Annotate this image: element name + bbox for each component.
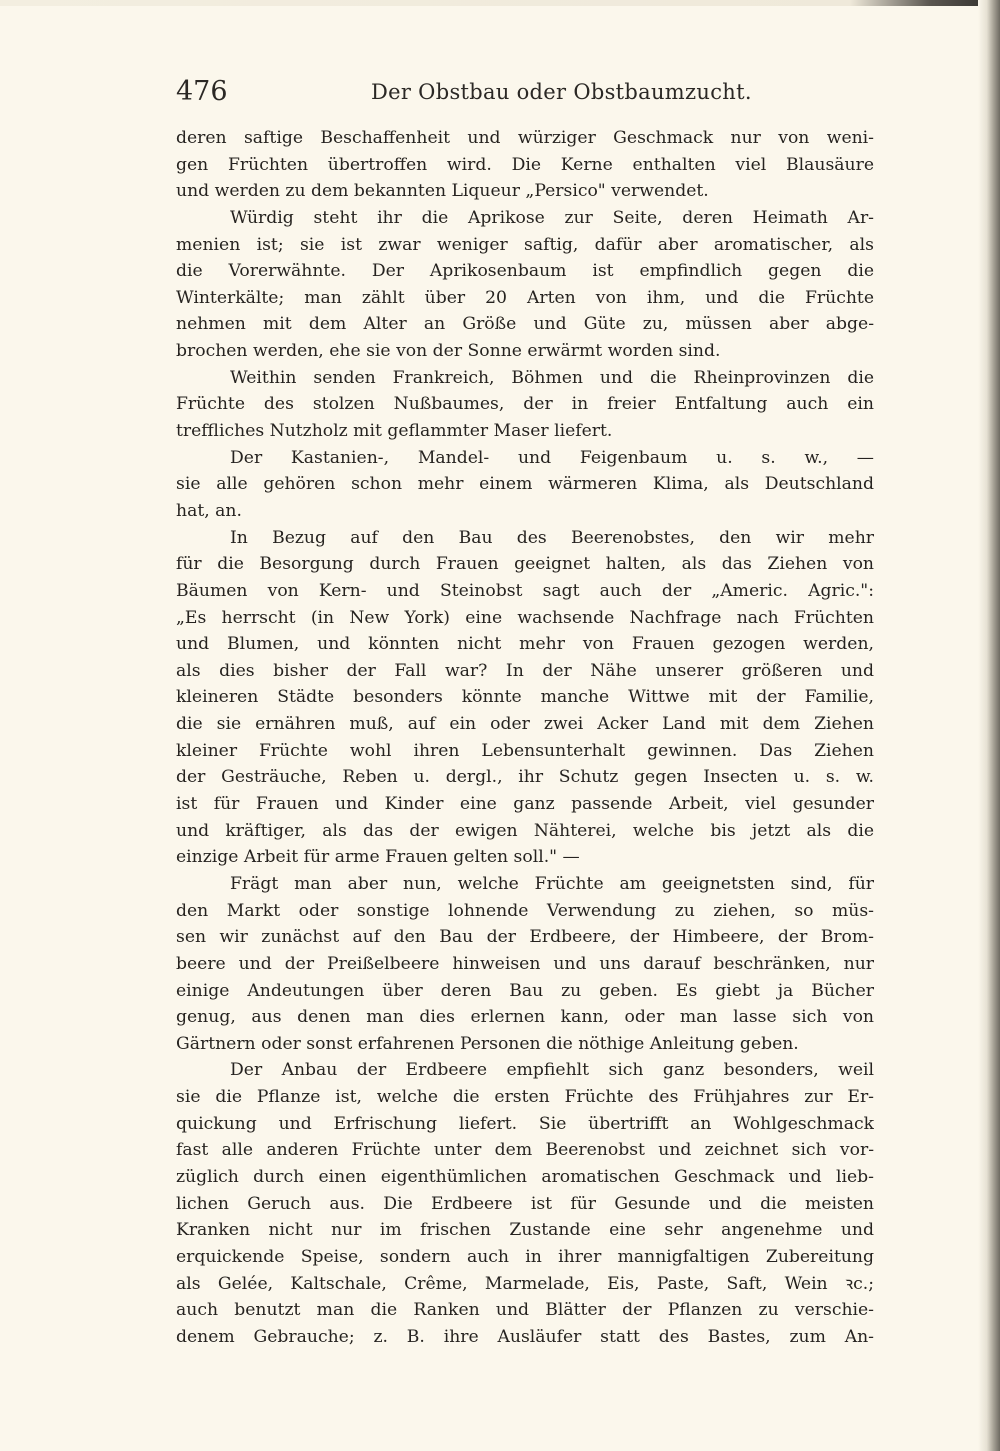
text-line: der Gesträuche, Reben u. dergl., ihr Schutz gegen Insecten u. s. w. — [176, 767, 874, 788]
text-line: Winterkälte; man zählt über 20 Arten von ihm, und die Früchte — [176, 287, 874, 308]
text-line: Der Anbau der Erdbeere empfiehlt sich ganz besonders, weil — [230, 1060, 874, 1081]
text-line: erquickende Speise, sondern auch in ihrer mannigfaltigen Zubereitung — [176, 1246, 874, 1267]
text-line: beere und der Preißelbeere hinweisen und uns darauf beschränken, nur — [176, 953, 874, 974]
text-line: Weithin senden Frankreich, Böhmen und die Rheinprovinzen die — [230, 367, 874, 388]
text-line: Frägt man aber nun, welche Früchte am geeignetsten sind, für — [230, 873, 874, 894]
text-line: einige Andeutungen über deren Bau zu geben. Es giebt ja Bücher — [176, 980, 874, 1001]
text-line: den Markt oder sonstige lohnende Verwendung zu ziehen, so müs- — [176, 900, 874, 921]
text-line: Bäumen von Kern- und Steinobst sagt auch der „Americ. Agric.": — [176, 580, 874, 601]
text-line: die sie ernähren muß, auf ein oder zwei Acker Land mit dem Ziehen — [176, 714, 874, 735]
text-line: kleineren Städte besonders könnte manche Wittwe mit der Familie, — [176, 687, 874, 708]
text-line: hat, an. — [176, 500, 242, 521]
page-number: 476 — [176, 76, 228, 107]
page-header — [176, 72, 876, 112]
text-line: die Vorerwähnte. Der Aprikosenbaum ist empfindlich gegen die — [176, 261, 874, 282]
page-top-edge — [0, 0, 1000, 6]
text-line: züglich durch einen eigenthümlichen aromatischen Geschmack und lieb- — [176, 1166, 874, 1187]
text-line: In Bezug auf den Bau des Beerenobstes, den wir mehr — [230, 527, 874, 548]
text-line: denem Gebrauche; z. B. ihre Ausläufer statt des Bastes, zum An- — [176, 1326, 874, 1347]
text-line: ist für Frauen und Kinder eine ganz passende Arbeit, viel gesunder — [176, 794, 874, 815]
text-line: für die Besorgung durch Frauen geeignet halten, als das Ziehen von — [176, 554, 874, 575]
text-line: als dies bisher der Fall war? In der Nähe unserer größeren und — [176, 660, 874, 681]
page-binding-shadow — [978, 0, 1000, 1451]
text-line: und Blumen, und könnten nicht mehr von Frauen gezogen werden, — [176, 634, 874, 655]
text-line: einzige Arbeit für arme Frauen gelten soll." — — [176, 847, 580, 868]
text-line: menien ist; sie ist zwar weniger saftig, dafür aber aromatischer, als — [176, 234, 874, 255]
text-line: quickung und Erfrischung liefert. Sie übertrifft an Wohlgeschmack — [176, 1113, 874, 1134]
text-line: „Es herrscht (in New York) eine wachsende Nachfrage nach Früchten — [176, 607, 874, 628]
text-line: fast alle anderen Früchte unter dem Beerenobst und zeichnet sich vor- — [176, 1140, 874, 1161]
text-line: Gärtnern oder sonst erfahrenen Personen die nöthige Anleitung geben. — [176, 1033, 799, 1054]
text-line: sen wir zunächst auf den Bau der Erdbeere, der Himbeere, der Brom- — [176, 927, 874, 948]
text-line: kleiner Früchte wohl ihren Lebensunterhalt gewinnen. Das Ziehen — [176, 740, 874, 761]
text-line: auch benutzt man die Ranken und Blätter der Pflanzen zu verschie- — [176, 1300, 874, 1321]
body-text — [176, 125, 874, 1350]
text-line: Kranken nicht nur im frischen Zustande eine sehr angenehme und — [176, 1220, 874, 1241]
text-line: deren saftige Beschaffenheit und würziger Geschmack nur von weni- — [176, 128, 874, 148]
text-line: Der Kastanien-, Mandel- und Feigenbaum u. s. w., — — [230, 447, 874, 468]
text-line: nehmen mit dem Alter an Größe und Güte zu, müssen aber abge- — [176, 314, 874, 335]
text-line: sie alle gehören schon mehr einem wärmeren Klima, als Deutschland — [176, 474, 874, 495]
text-line: gen Früchten übertroffen wird. Die Kerne enthalten viel Blausäure — [176, 154, 874, 175]
text-line: genug, aus denen man dies erlernen kann, oder man lasse sich von — [176, 1007, 874, 1028]
text-line: Früchte des stolzen Nußbaumes, der in freier Entfaltung auch ein — [176, 394, 874, 415]
text-line: und kräftiger, als das der ewigen Nähterei, welche bis jetzt als die — [176, 820, 874, 841]
text-line: lichen Geruch aus. Die Erdbeere ist für Gesunde und die meisten — [176, 1193, 874, 1214]
text-line: treffliches Nutzholz mit geflammter Maser liefert. — [176, 421, 613, 442]
text-line: als Gelée, Kaltschale, Crême, Marmelade, Eis, Paste, Saft, Wein ꝛc.; — [176, 1273, 874, 1294]
text-line: und werden zu dem bekannten Liqueur „Persico" verwendet. — [176, 181, 709, 202]
running-title: Der Obstbau oder Obstbaumzucht. — [371, 80, 752, 104]
text-line: Würdig steht ihr die Aprikose zur Seite, deren Heimath Ar- — [230, 207, 874, 228]
text-line: sie die Pflanze ist, welche die ersten Früchte des Frühjahres zur Er- — [176, 1087, 874, 1108]
text-line: brochen werden, ehe sie von der Sonne erwärmt worden sind. — [176, 341, 721, 362]
